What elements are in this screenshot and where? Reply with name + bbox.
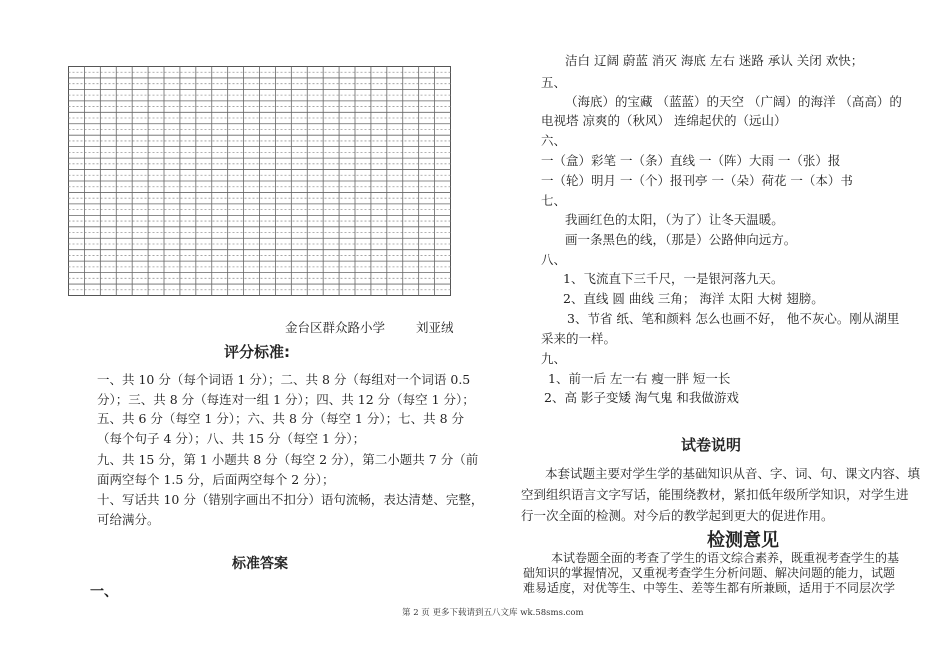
school-name: 金台区群众路小学: [285, 320, 386, 335]
answer-title: 标准答案: [232, 556, 288, 572]
scoring-line: 分）；三、共 8 分（每连对一组 1 分）；四、共 12 分（每空 1 分）；: [97, 392, 475, 407]
answer-line: 五、: [541, 75, 567, 90]
answer-line: 1、飞流直下三千尺，一是银河落九天。: [563, 271, 784, 286]
answer-line: 一（轮）明月 一（个）报刊亭 一（朵）荷花 一（本）书: [541, 173, 853, 188]
writing-grid: [68, 66, 451, 296]
explain-title: 试卷说明: [681, 436, 742, 454]
scoring-line: （每个句子 4 分）；八、共 15 分（每空 1 分）；: [97, 431, 366, 446]
answer-line: 1、前一后 左一右 瘦一胖 短一长: [548, 371, 731, 386]
explain-line: 本套试题主要对学生学的基础知识从音、字、词、句、课文内容、填: [545, 466, 921, 481]
explain-line: 空到组织语言文字写话，能围绕教材，紧扣低年级所学知识，对学生进: [521, 487, 909, 502]
answer-line: 八、: [541, 252, 567, 267]
scoring-line: 可给满分。: [97, 512, 160, 527]
teacher-name: 刘亚绒: [416, 320, 454, 335]
scoring-line: 五、共 6 分（每空 1 分）；六、共 8 分（每空 1 分）；七、共 8 分: [97, 411, 464, 426]
answer-line: （海底）的宝藏 （蓝蓝）的天空 （广阔）的海洋 （高高）的: [565, 94, 902, 109]
opinion-line: 本试卷题全面的考查了学生的语文综合素养，既重视考查学生的基: [551, 551, 900, 565]
explain-line: 行一次全面的检测。对今后的教学起到更大的促进作用。: [521, 508, 834, 523]
scoring-line: 一、共 10 分（每个词语 1 分）；二、共 8 分（每组对一个词语 0.5: [97, 372, 471, 387]
answer-line: 七、: [541, 193, 567, 208]
answer-line: 我画红色的太阳，（为了）让冬天温暖。: [565, 212, 784, 227]
answer-line: 3、节省 纸、笔和颜料 怎么也画不好， 他不灰心。刚从湖里: [567, 311, 900, 326]
scoring-line: 九、共 15 分，第 1 小题共 8 分（每空 2 分），第二小题共 7 分（前: [97, 452, 479, 467]
answer-line: 九、: [541, 351, 567, 366]
answer-line: 一（盒）彩笔 一（条）直线 一（阵）大雨 一（张）报: [541, 153, 841, 168]
scoring-line: 面两空每个 1.5 分，后面两空每个 2 分）；: [97, 472, 335, 487]
opinion-line: 础知识的掌握情况，又重视考查学生分析问题、解决问题的能力，试题: [523, 566, 896, 580]
answer-line: 2、高 影子变矮 淘气鬼 和我做游戏: [544, 390, 739, 405]
opinion-title: 检测意见: [707, 530, 779, 551]
answer-line: 电视塔 凉爽的（秋风） 连绵起伏的（远山）: [541, 113, 787, 128]
answer-line: 六、: [541, 133, 567, 148]
answer-line: 采来的一样。: [541, 331, 617, 346]
scoring-line: 十、写话共 10 分（错别字画出不扣分）语句流畅，表达清楚、完整，: [97, 492, 484, 507]
page-footer: 第 2 页 更多下载请到五八文库 wk.58sms.com: [402, 608, 584, 618]
scoring-title: 评分标准:: [224, 343, 290, 361]
answer-line: 2、直线 圆 曲线 三角； 海洋 太阳 大树 翅膀。: [563, 291, 824, 306]
answer-section-one: 一、: [90, 584, 118, 600]
answer-line: 洁白 辽阔 蔚蓝 消灭 海底 左右 迷路 承认 关闭 欢快；: [565, 53, 864, 68]
answer-line: 画一条黑色的线，（那是）公路伸向远方。: [565, 232, 797, 247]
opinion-line: 难易适度，对优等生、中等生、差等生都有所兼顾，适用于不同层次学: [523, 581, 896, 595]
